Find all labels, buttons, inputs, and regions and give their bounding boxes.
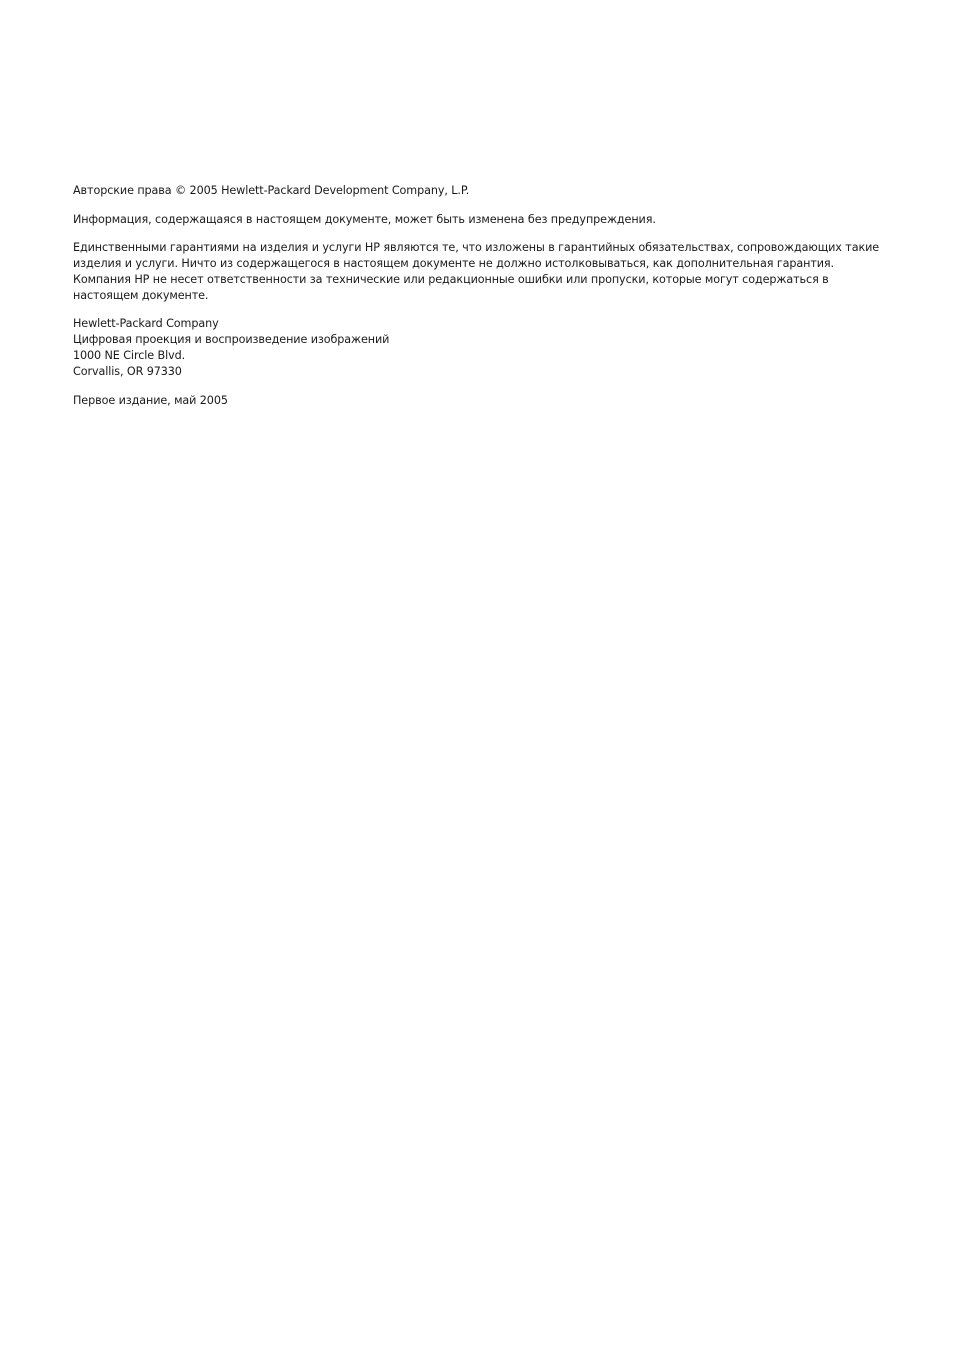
address-street: 1000 NE Circle Blvd. <box>73 349 186 362</box>
copyright-text: Авторские права © 2005 Hewlett-Packard Development Company, L.P. <box>73 184 470 197</box>
address-city: Corvallis, OR 97330 <box>73 365 182 378</box>
edition-text: Первое издание, май 2005 <box>73 394 228 407</box>
warranty-disclaimer-text: Единственными гарантиями на изделия и услуги HP являются те, что изложены в гарантийных обязательствах, сопровождающих такие изделия и услуги. Ничто из содержащегося в настоящем документе не должно истолковываться, как дополнительная гарантия. Компания HP не несет ответственности за технические или редакционные ошибки или пропуски, которые могут содержаться в настоящем документе. <box>73 241 880 302</box>
company-address <box>73 316 885 380</box>
change-notice-text: Информация, содержащаяся в настоящем документе, может быть изменена без предупреждения. <box>73 213 656 226</box>
legal-notice-block <box>73 183 885 422</box>
address-company: Hewlett-Packard Company <box>73 317 219 330</box>
address-division: Цифровая проекция и воспроизведение изображений <box>73 333 390 346</box>
